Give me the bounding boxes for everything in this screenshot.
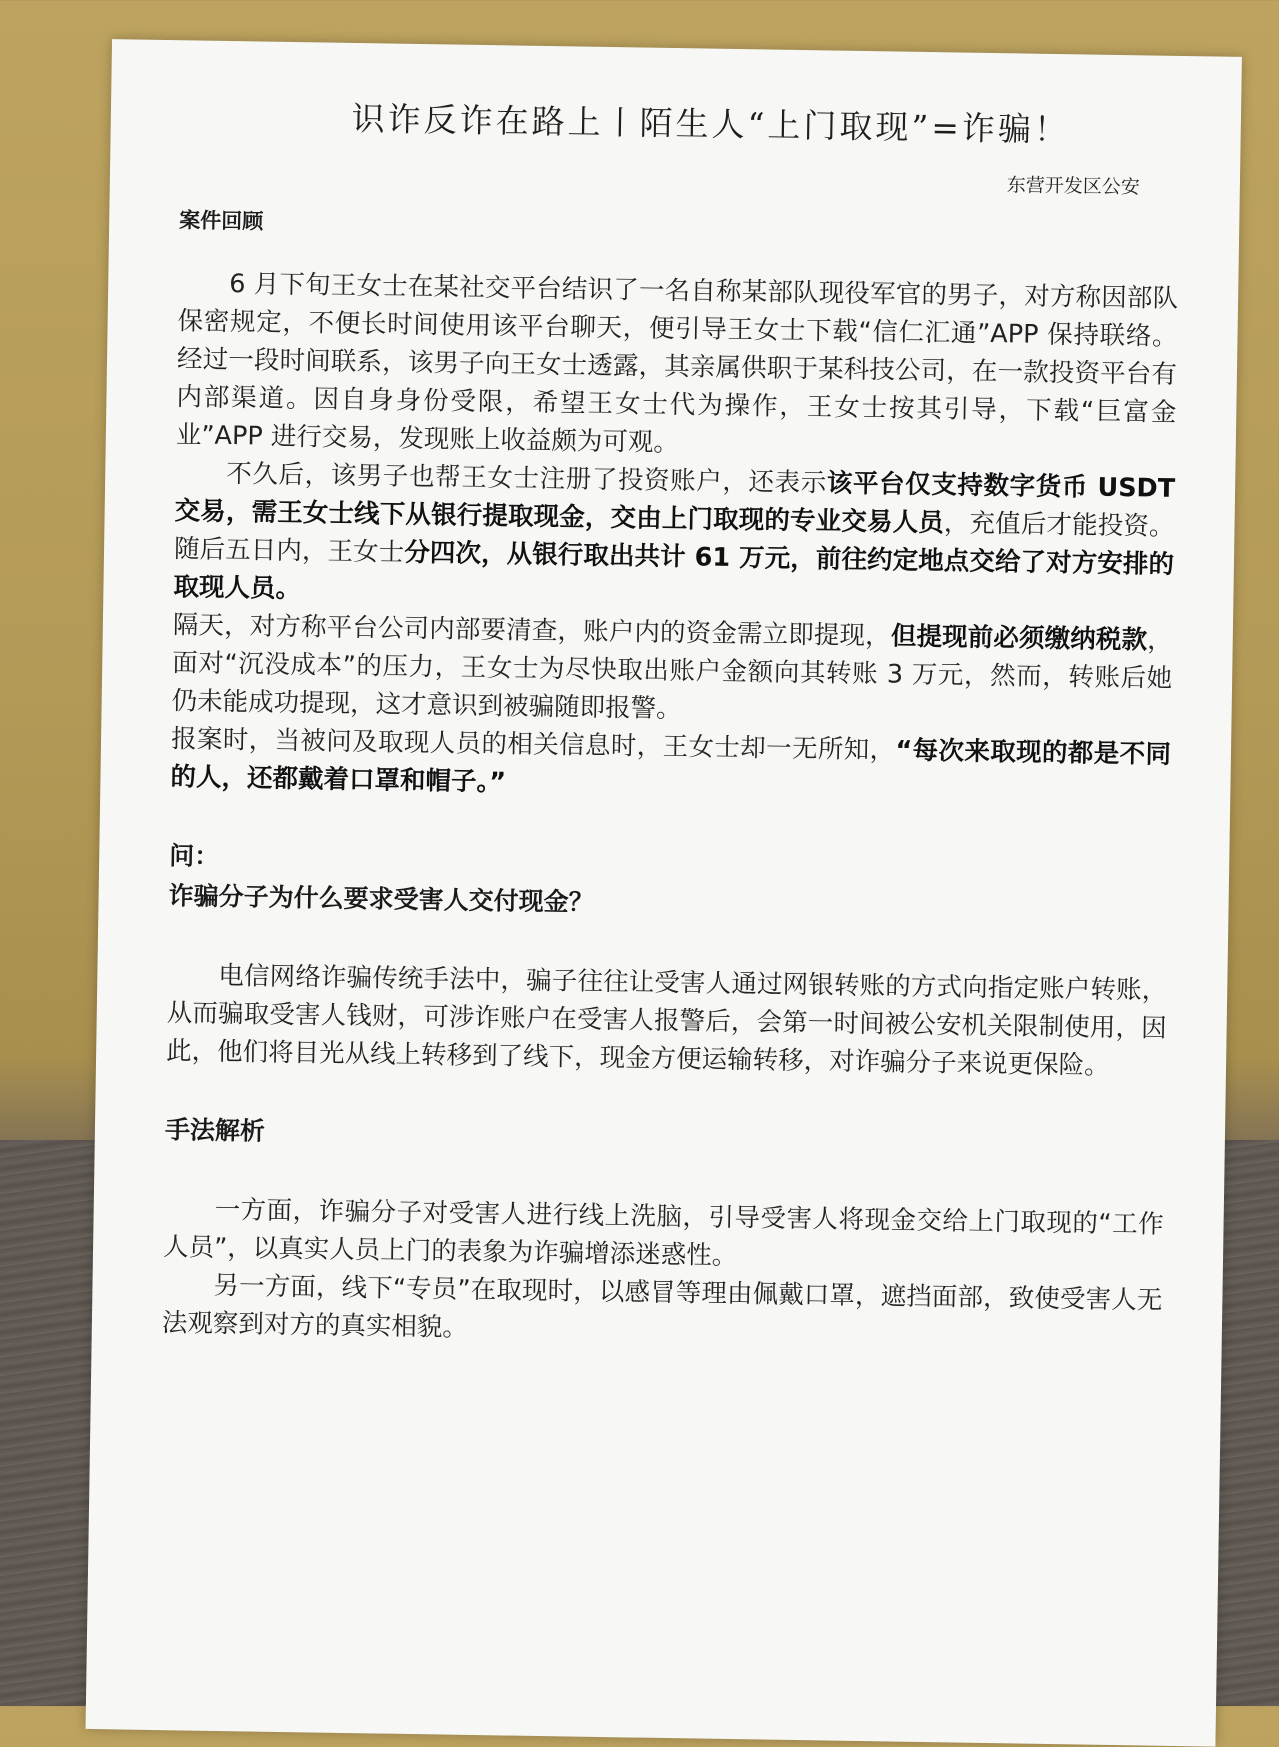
question-label: 问： [169,841,220,871]
document-author: 东营开发区公安 [1006,174,1141,199]
emphasis-text: “每次来取现的都是不同的人，还都戴着口罩和帽子。” [170,735,1172,798]
emphasis-text: 该平台仅支持数字货币 USDT 交易，需王女士线下从银行提取现金，交由上门取现的专业交易人员 [174,468,1176,539]
case-paragraph-4: 报案时，当被问及取现人员的相关信息时，王女士却一无所知，“每次来取现的都是不同的人，还都戴着口罩和帽子。” [170,724,1172,798]
answer-paragraph: 电信网络诈骗传统手法中，骗子往往让受害人通过网银转账的方式向指定账户转账，从而骗取受害人钱财，可涉诈账户在受害人报警后，会第一时间被公安机关限制使用，因此，他们将目光从线上转移到了线下，现金方便运输转移，对诈骗分子来说更保险。 [165,960,1168,1081]
case-paragraph-3: 隔天，对方称平台公司内部要清查，账户内的资金需立即提现，但提现前必须缴纳税款，面对“沉没成本”的压力，王女士为尽快取出账户金额向其转账 3 万元，然而，转账后她仍未能成功提现，这才意识到被骗随即报警。 [171,610,1173,725]
question-text: 诈骗分子为什么要求受害人交付现金？ [168,881,594,917]
analysis-paragraph-1: 一方面，诈骗分子对受害人进行线上洗脑，引导受害人将现金交给上门取现的“工作人员”，以真实人员上门的表象为诈骗增添迷惑性。 [162,1194,1164,1272]
case-review-heading: 案件回顾 [179,208,264,234]
printed-paper-sheet [86,39,1242,1747]
case-paragraph-1: 6 月下旬王女士在某社交平台结识了一名自称某部队现役军官的男子，对方称因部队保密规定，不便长时间使用该平台聊天，便引导王女士下载“信仁汇通”APP 保持联络。经过一段时间联系，该男子向王女士透露，其亲属供职于某科技公司，在一款投资平台有内部渠道。因自身身份受限，希望王女士代为操作，王女士按其引导，下载“巨富金业”APP 进行交易，发现账上收益颇为可观。 [175,268,1179,459]
document-title: 识诈反诈在路上丨陌生人“上门取现”=诈骗！ [351,98,1071,150]
emphasis-text: 分四次，从银行取出共计 61 万元，前往约定地点交给了对方安排的取现人员。 [173,537,1175,605]
document-body [162,90,1182,1358]
analysis-paragraph-2: 另一方面，线下“专员”在取现时，以感冒等理由佩戴口罩，遮挡面部，致使受害人无法观察到对方的真实相貌。 [161,1270,1163,1343]
emphasis-text: 但提现前必须缴纳税款 [890,621,1148,656]
case-paragraph-2: 不久后，该男子也帮王女士注册了投资账户，还表示该平台仅支持数字货币 USDT 交易，需王女士线下从银行提取现金，交由上门取现的专业交易人员，充值后才能投资。随后五日内，王女士分四次，从银行取出共计 61 万元，前往约定地点交给了对方安排的取现人员。 [173,458,1176,605]
analysis-heading: 手法解析 [164,1115,266,1146]
